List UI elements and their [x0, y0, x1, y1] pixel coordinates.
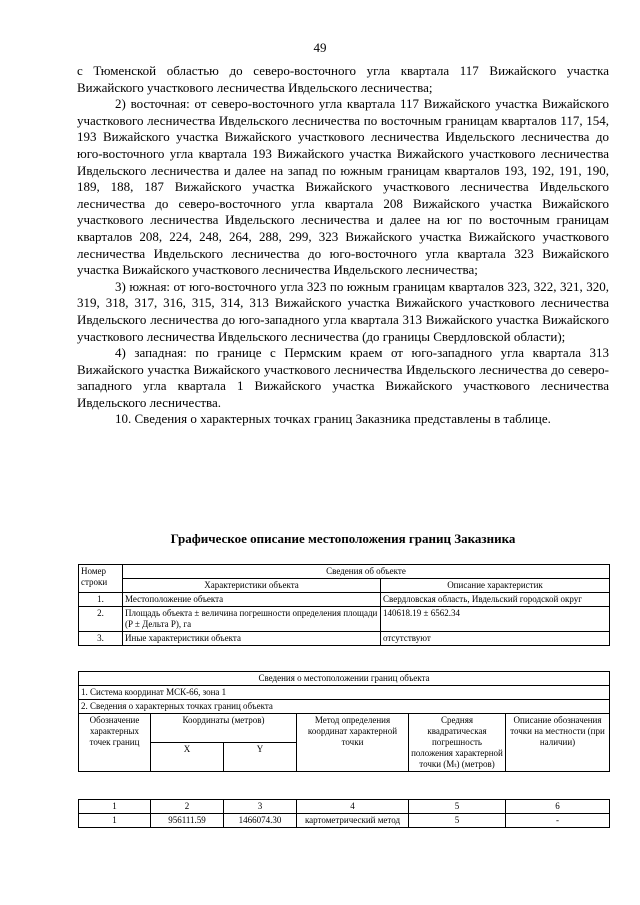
points-header: 2. Сведения о характерных точках границ объекта — [79, 700, 610, 714]
body-text — [77, 63, 609, 428]
point-marking: - — [506, 814, 610, 828]
column-number: 1 — [79, 800, 151, 814]
paragraph-east-boundary: 2) восточная: от северо-восточного угла квартала 117 Вижайского участка Вижайского участкового лесничества Ивдельского лесничества по восточным границам кварталов 117, 154, 193 Вижайского участка Вижайского участкового лесничества Ивдельского лесничества до юго-восточного угла квартала 193 Вижайского участка Вижайского участкового лесничества Ивдельского лесничества и далее на запад по южным границам кварталов 193, 192, 191, 190, 189, 188, 187 Вижайского участка Вижайского участкового лесничества Ивдельского лесничества до северо-восточного угла квартала 208 Вижайского участка Вижайского участкового лесничества Ивдельского лесничества и далее на юг по восточным границам кварталов 208, 224, 248, 264, 288, 299, 323 Вижайского участка Вижайского участкового лесничества Ивдельского лесничества до юго-восточного угла квартала 323 Вижайского участка Вижайского участкового лесничества Ивдельского лесничества; — [77, 96, 609, 278]
point-method: картометрический метод — [297, 814, 409, 828]
column-number: 4 — [297, 800, 409, 814]
header-accuracy: Средняя квадратическая погрешность положения характерной точки (Mₜ) (метров) — [409, 714, 506, 772]
table-title: Графическое описание местоположения границ Заказника — [170, 531, 516, 546]
table-row — [79, 593, 610, 607]
header-object-info: Сведения об объекте — [123, 565, 610, 579]
paragraph-north-end: с Тюменской областью до северо-восточного угла квартала 117 Вижайского участка Вижайского участкового лесничества Ивдельского лесничества; — [77, 63, 609, 95]
column-number: 3 — [224, 800, 297, 814]
header-marking: Описание обозначения точки на местности (при наличии) — [506, 714, 610, 772]
header-x: X — [151, 743, 224, 772]
column-number-row — [79, 800, 610, 814]
point-accuracy: 5 — [409, 814, 506, 828]
table-row — [79, 632, 610, 646]
characteristic-name: Площадь объекта ± величина погрешности определения площади (P ± Дельта P), га — [123, 607, 381, 632]
paragraph-south-boundary: 3) южная: от юго-восточного угла 323 по южным границам кварталов 323, 322, 321, 320, 319, 318, 317, 316, 315, 314, 313 Вижайского участка Вижайского участкового лесничества Ивдельского лесничества до юго-западного угла квартала 313 Вижайского участка Вижайского участкового лесничества Ивдельского лесничества (до границы Свердловской области); — [77, 278, 609, 344]
row-number: 3. — [79, 632, 123, 646]
page-number: 49 — [313, 40, 327, 55]
table-row — [79, 814, 610, 828]
characteristic-value: 140618.19 ± 6562.34 — [381, 607, 610, 632]
point-designation: 1 — [79, 814, 151, 828]
location-table-title: Сведения о местоположении границ объекта — [79, 672, 610, 686]
paragraph-table-reference: 10. Сведения о характерных точках границ Заказника представлены в таблице. — [115, 411, 551, 427]
header-point-designation: Обозначение характерных точек границ — [79, 714, 151, 772]
header-characteristics: Характеристики объекта — [123, 579, 381, 593]
header-method: Метод определения координат характерной точки — [297, 714, 409, 772]
points-table — [78, 799, 610, 828]
header-y: Y — [224, 743, 297, 772]
header-description: Описание характеристик — [381, 579, 610, 593]
table-row — [79, 607, 610, 632]
characteristic-name: Иные характеристики объекта — [123, 632, 381, 646]
header-coordinates: Координаты (метров) — [151, 714, 297, 743]
point-y: 1466074.30 — [224, 814, 297, 828]
object-info-table — [78, 564, 610, 646]
column-number: 5 — [409, 800, 506, 814]
location-table — [78, 671, 610, 772]
row-number: 2. — [79, 607, 123, 632]
column-number: 6 — [506, 800, 610, 814]
header-row-number: Номер строки — [79, 565, 123, 593]
characteristic-name: Местоположение объекта — [123, 593, 381, 607]
column-number: 2 — [151, 800, 224, 814]
coordinate-system: 1. Система координат МСК-66, зона 1 — [79, 686, 610, 700]
paragraph-west-boundary: 4) западная: по границе с Пермским краем от юго-западного угла квартала 313 Вижайского участка Вижайского участкового лесничества Ивдельского лесничества до северо-западного угла квартала 1 Вижайского участка Вижайского участкового лесничества Ивдельского лесничества. — [77, 345, 609, 410]
characteristic-value: Свердловская область, Ивдельский городской округ — [381, 593, 610, 607]
row-number: 1. — [79, 593, 123, 607]
point-x: 956111.59 — [151, 814, 224, 828]
characteristic-value: отсутствуют — [381, 632, 610, 646]
